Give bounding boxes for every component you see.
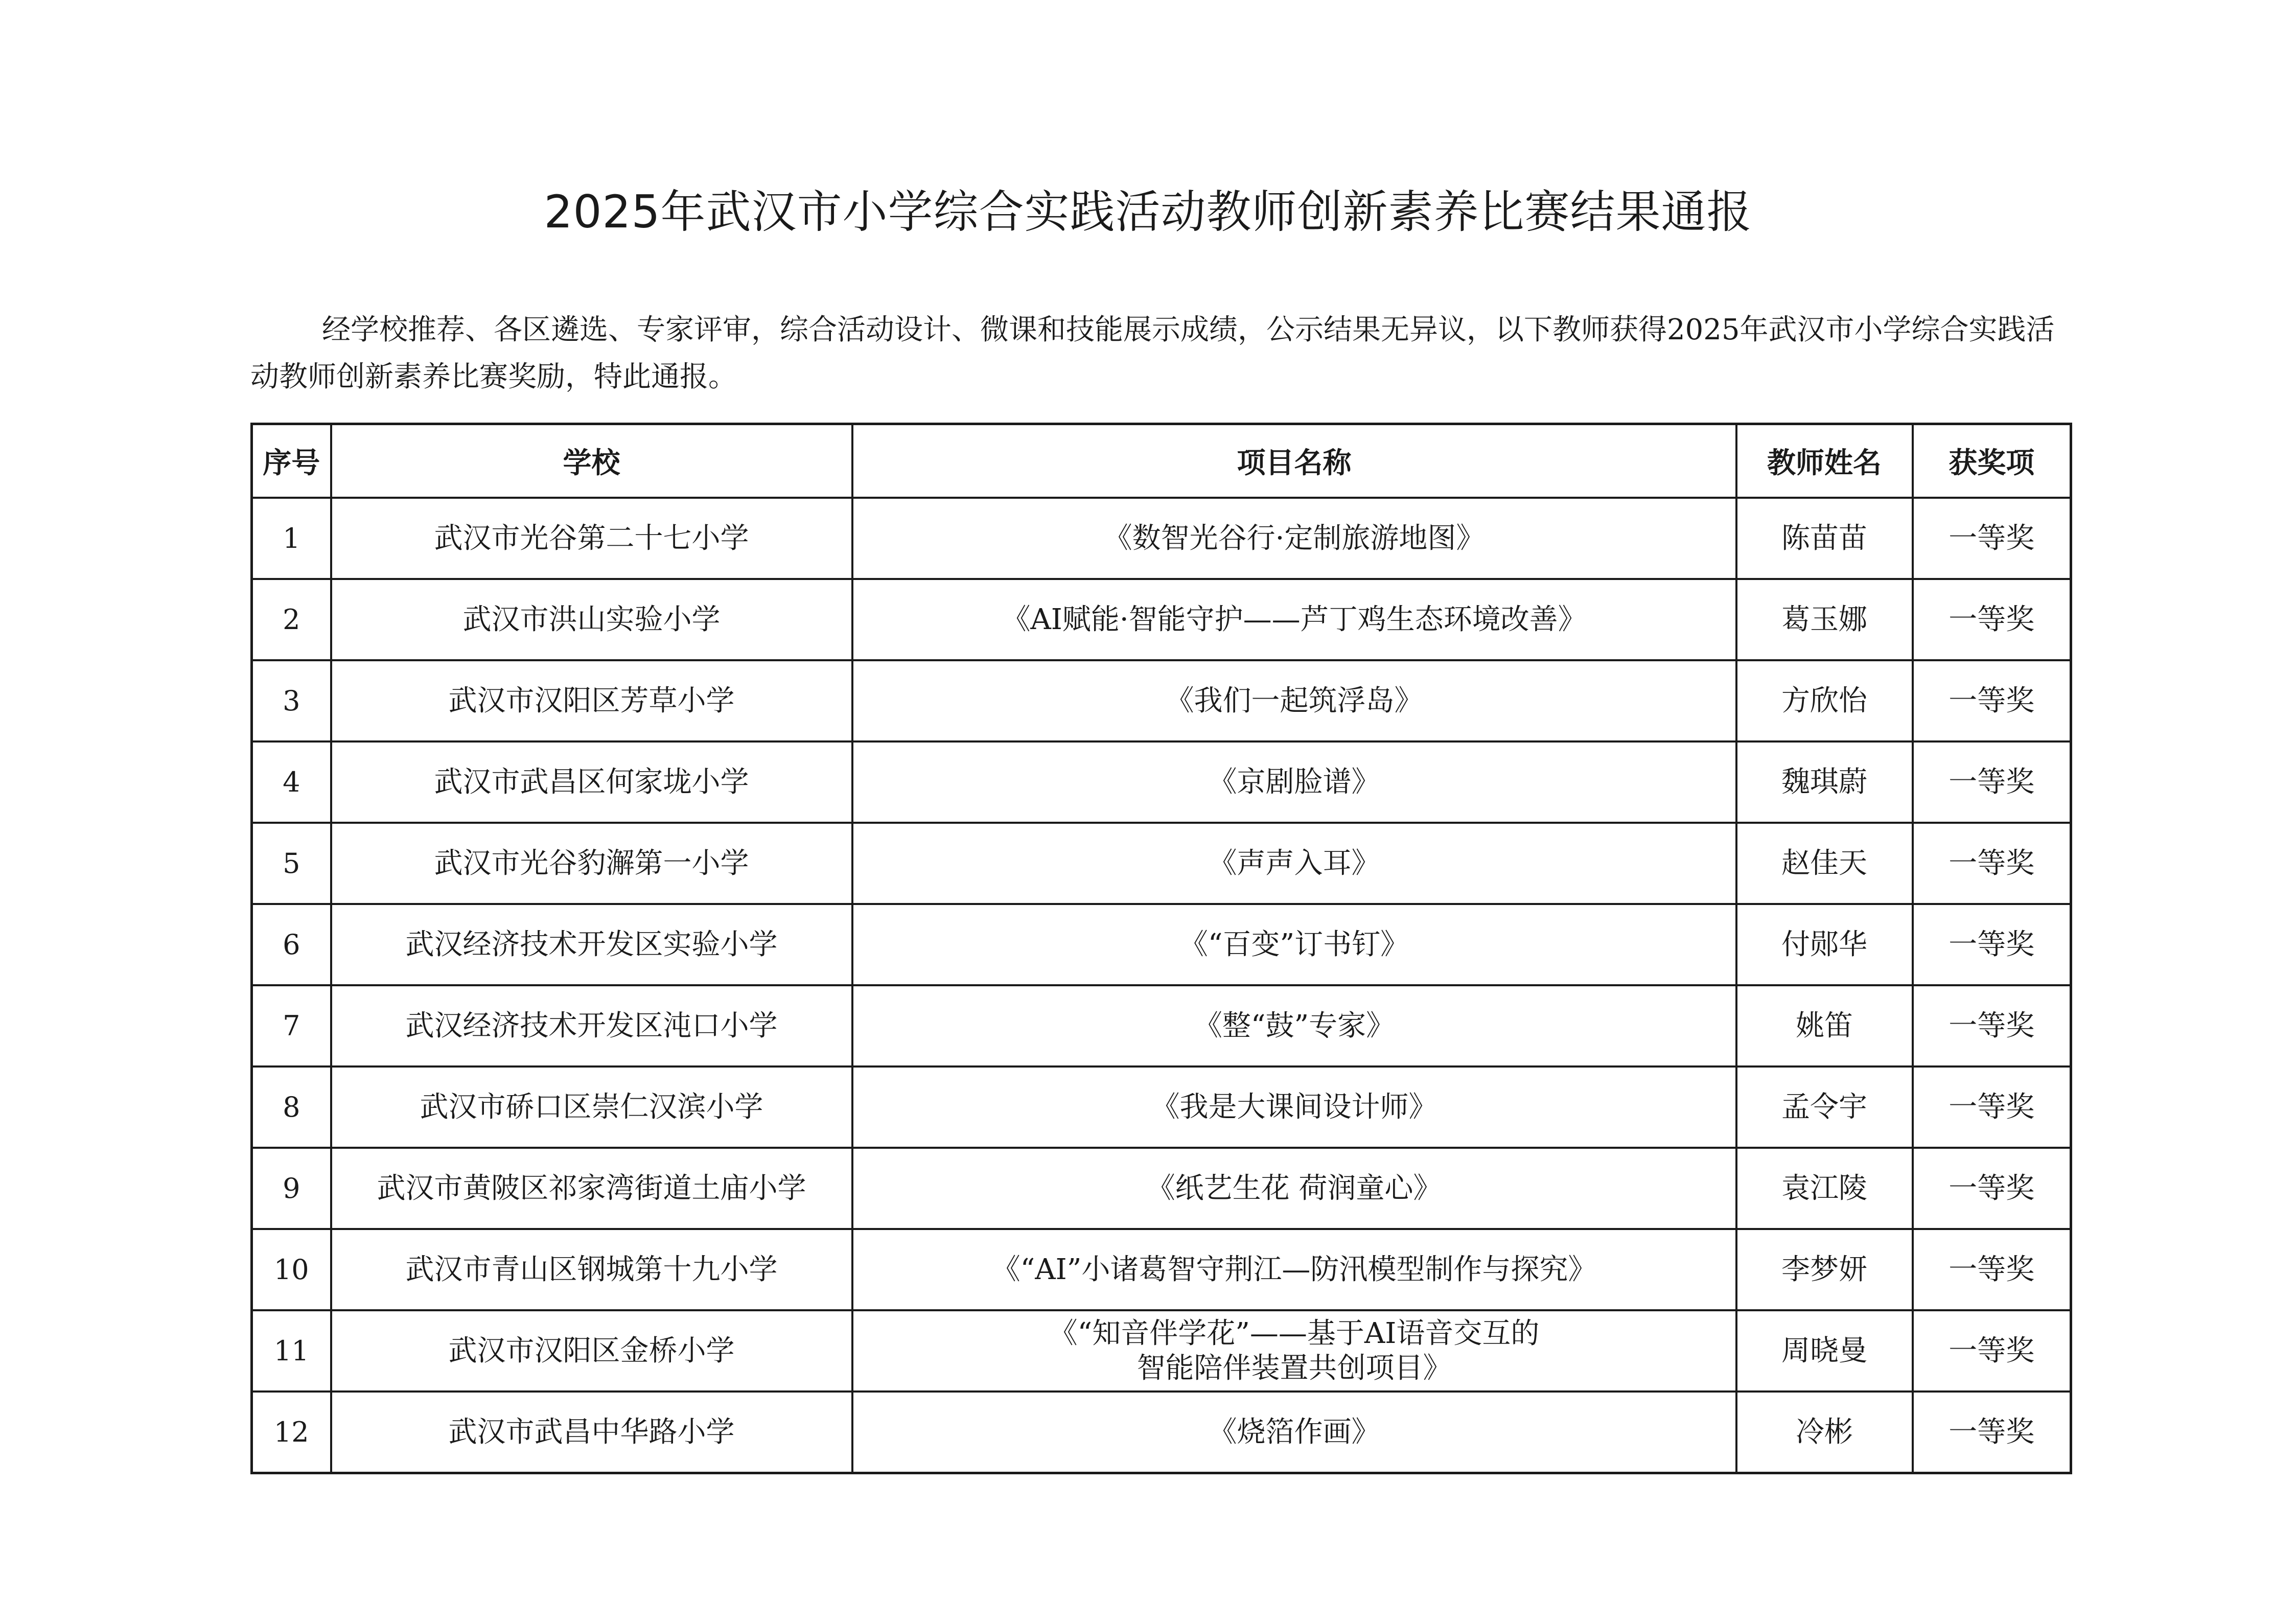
project-name-line: 智能陪伴装置共创项目》 [1137, 1351, 1452, 1385]
cell-award: 一等奖 [1913, 1066, 2071, 1148]
cell-teacher: 付郧华 [1736, 904, 1913, 985]
cell-teacher: 袁江陵 [1736, 1148, 1913, 1229]
page-title: 2025年武汉市小学综合实践活动教师创新素养比赛结果通报 [544, 186, 1752, 238]
cell-teacher: 孟令宇 [1736, 1066, 1913, 1148]
cell-no: 8 [252, 1066, 331, 1148]
cell-award: 一等奖 [1913, 1148, 2071, 1229]
cell-school: 武汉市武昌区何家垅小学 [331, 741, 852, 823]
cell-school: 武汉市光谷豹澥第一小学 [331, 823, 852, 904]
project-name-line: 《烧箔作画》 [1208, 1415, 1380, 1449]
header-teacher: 教师姓名 [1736, 424, 1913, 498]
cell-teacher: 李梦妍 [1736, 1229, 1913, 1310]
header-no: 序号 [252, 424, 331, 498]
cell-award: 一等奖 [1913, 660, 2071, 741]
cell-school: 武汉市光谷第二十七小学 [331, 498, 852, 579]
project-name-line: 《“百变”订书钉》 [1179, 928, 1409, 961]
cell-no: 12 [252, 1392, 331, 1473]
table-body [252, 498, 2071, 1473]
cell-teacher: 赵佳天 [1736, 823, 1913, 904]
cell-project [852, 823, 1736, 904]
cell-no: 9 [252, 1148, 331, 1229]
cell-award: 一等奖 [1913, 498, 2071, 579]
cell-school: 武汉市青山区钢城第十九小学 [331, 1229, 852, 1310]
cell-teacher: 葛玉娜 [1736, 579, 1913, 660]
cell-teacher: 方欣怡 [1736, 660, 1913, 741]
table-row [252, 1310, 2071, 1392]
project-name-line: 《“知音伴学花”——基于AI语音交互的 [1049, 1316, 1540, 1350]
cell-award: 一等奖 [1913, 579, 2071, 660]
project-name-line: 《AI赋能·智能守护——芦丁鸡生态环境改善》 [1002, 602, 1587, 636]
cell-no: 11 [252, 1310, 331, 1392]
cell-no: 5 [252, 823, 331, 904]
cell-teacher: 周晓曼 [1736, 1310, 1913, 1392]
project-name-line: 《我们一起筑浮岛》 [1165, 684, 1423, 717]
cell-no: 2 [252, 579, 331, 660]
cell-teacher: 陈苗苗 [1736, 498, 1913, 579]
table-row [252, 1229, 2071, 1310]
cell-school: 武汉市汉阳区芳草小学 [331, 660, 852, 741]
cell-project [852, 741, 1736, 823]
results-table [250, 423, 2072, 1474]
cell-no: 1 [252, 498, 331, 579]
header-project: 项目名称 [852, 424, 1736, 498]
table-row [252, 1066, 2071, 1148]
header-school: 学校 [331, 424, 852, 498]
cell-school: 武汉市武昌中华路小学 [331, 1392, 852, 1473]
cell-project [852, 660, 1736, 741]
cell-teacher: 冷彬 [1736, 1392, 1913, 1473]
project-name-line: 《纸艺生花 荷润童心》 [1146, 1171, 1442, 1205]
cell-no: 4 [252, 741, 331, 823]
table-row [252, 579, 2071, 660]
cell-teacher: 魏琪蔚 [1736, 741, 1913, 823]
project-name-line: 《整“鼓”专家》 [1193, 1009, 1395, 1042]
cell-no: 3 [252, 660, 331, 741]
cell-award: 一等奖 [1913, 985, 2071, 1066]
cell-school: 武汉市洪山实验小学 [331, 579, 852, 660]
table-row [252, 1392, 2071, 1473]
cell-project [852, 579, 1736, 660]
project-name-line: 《京剧脸谱》 [1208, 765, 1380, 799]
project-name-line: 《数智光谷行·定制旅游地图》 [1103, 521, 1485, 555]
cell-project [852, 1392, 1736, 1473]
cell-school: 武汉经济技术开发区沌口小学 [331, 985, 852, 1066]
table-row [252, 904, 2071, 985]
cell-project [852, 1066, 1736, 1148]
cell-project [852, 1148, 1736, 1229]
cell-project [852, 498, 1736, 579]
cell-school: 武汉经济技术开发区实验小学 [331, 904, 852, 985]
intro-paragraph: 经学校推荐、各区遴选、专家评审，综合活动设计、微课和技能展示成绩，公示结果无异议，以下教师获得2025年武汉市小学综合实践活动教师创新素养比赛奖励，特此通报。 [250, 313, 2055, 393]
cell-project [852, 985, 1736, 1066]
project-name-line: 《我是大课间设计师》 [1151, 1090, 1437, 1124]
cell-award: 一等奖 [1913, 1310, 2071, 1392]
cell-no: 7 [252, 985, 331, 1066]
cell-project [852, 1229, 1736, 1310]
cell-award: 一等奖 [1913, 741, 2071, 823]
table-row [252, 985, 2071, 1066]
cell-school: 武汉市汉阳区金桥小学 [331, 1310, 852, 1392]
header-award: 获奖项 [1913, 424, 2071, 498]
cell-school: 武汉市黄陂区祁家湾街道土庙小学 [331, 1148, 852, 1229]
project-name-line: 《“AI”小诸葛智守荆江—防汛模型制作与探究》 [991, 1253, 1597, 1286]
cell-award: 一等奖 [1913, 1229, 2071, 1310]
cell-award: 一等奖 [1913, 904, 2071, 985]
table-header-row [252, 424, 2071, 498]
cell-teacher: 姚笛 [1736, 985, 1913, 1066]
table-row [252, 1148, 2071, 1229]
cell-award: 一等奖 [1913, 823, 2071, 904]
cell-project [852, 1310, 1736, 1392]
cell-award: 一等奖 [1913, 1392, 2071, 1473]
table-row [252, 498, 2071, 579]
cell-project [852, 904, 1736, 985]
table-row [252, 741, 2071, 823]
cell-no: 6 [252, 904, 331, 985]
table-row [252, 823, 2071, 904]
project-name-line: 《声声入耳》 [1208, 846, 1380, 880]
cell-no: 10 [252, 1229, 331, 1310]
cell-school: 武汉市硚口区崇仁汉滨小学 [331, 1066, 852, 1148]
table-row [252, 660, 2071, 741]
